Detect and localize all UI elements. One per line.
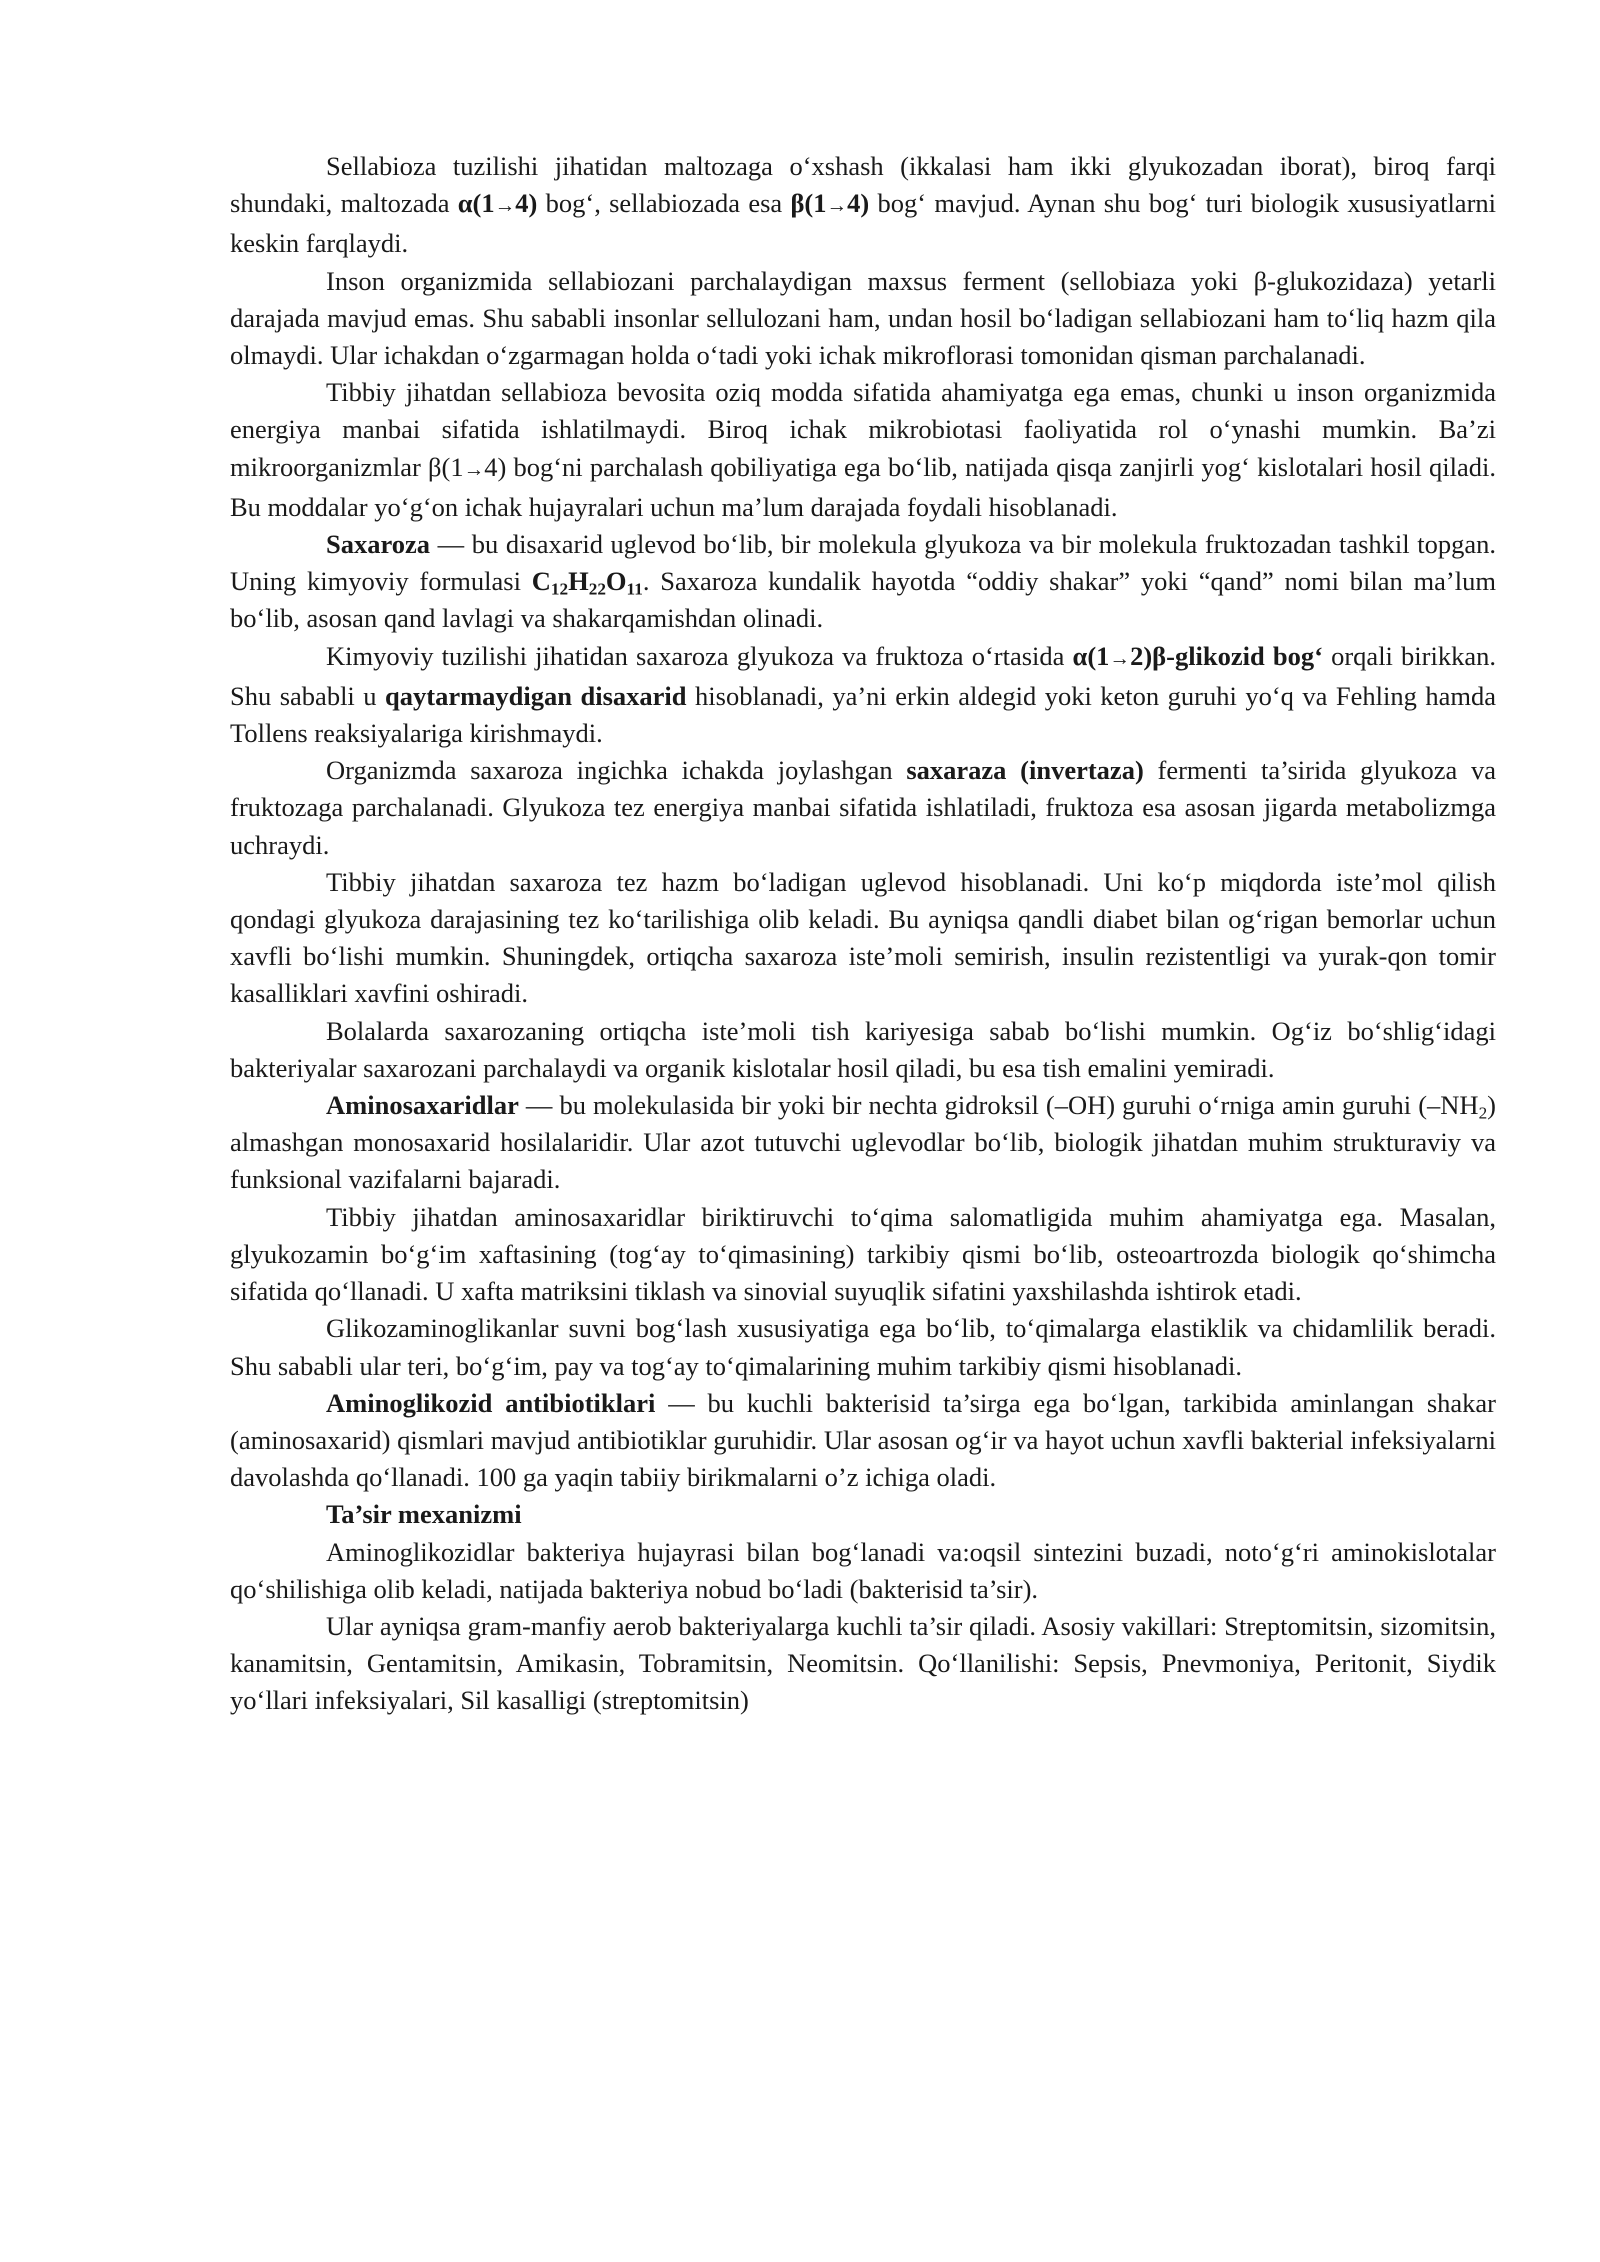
term-non-reducing: qaytarmaydigan disaxarid xyxy=(385,680,687,711)
term-aminoglikozid: Aminoglikozid antibiotiklari xyxy=(326,1387,656,1418)
paragraph-sellabioza-enzyme: Inson organizmida sellabiozani parchalaydigan maxsus ferment (sellobiaza yoki β-glukozidaza) yetarli darajada mavjud emas. Shu sababli insonlar sellulozani ham, undan hosil bo‘ladigan sellabiozani ham to‘liq hazm qila olmaydi. Ular ichakdan o‘zgarmagan holda o‘tadi yoki ichak mikroflorasi tomonidan qisman parchalanadi. xyxy=(230,265,1496,371)
paragraph-sellabioza-structure: Sellabioza tuzilishi jihatidan maltozaga o‘xshash (ikkalasi ham ikki glyukozadan iborat), biroq farqi shundaki, maltozada α(1→4) bog‘, sellabiozada esa β(1→4) bog‘ mavjud. Aynan shu bog‘ turi biologik xususiyatlarni keskin farqlaydi. xyxy=(230,151,1497,259)
paragraph-aminoglikozid-definition: Aminoglikozid antibiotiklari — bu kuchli bakterisid ta’sirga ega bo‘lgan, tarkibida aminlangan shakar (aminosaxarid) qismlari mavjud antibiotiklar guruhidir. Ular asosan og‘ir va hayot uchun xavfli bakterial infeksiyalarni davolashda qo‘llanadi. 100 ga yaqin tabiiy birikmalarni o’z ichiga oladi. xyxy=(230,1387,1497,1493)
paragraph-saxaroza-children: Bolalarda saxarozaning ortiqcha iste’moli tish kariyesiga sabab bo‘lishi mumkin. Og‘iz bo‘shlig‘idagi bakteriyalar saxarozani parchalaydi va organik kislotalar hosil qiladi, bu esa tish emalini yemiradi. xyxy=(230,1015,1496,1083)
paragraph-saxaroza-digestion: Organizmda saxaroza ingichka ichakda joylashgan saxaraza (invertaza) fermenti ta’sirida glyukoza va fruktozaga parchalanadi. Glyukoza tez energiya manbai sifatida ishlatiladi, fruktoza esa asosan jigarda metabolizmga uchraydi. xyxy=(230,755,1496,860)
document-page xyxy=(230,148,1496,1720)
term-saxaroza: Saxaroza xyxy=(326,529,431,560)
arrow-icon: → xyxy=(494,195,516,218)
arrow-icon: → xyxy=(826,195,848,218)
term-invertaza: saxaraza (invertaza) xyxy=(906,755,1144,786)
section-heading-mechanism: Ta’sir mexanizmi xyxy=(326,1499,522,1530)
chemical-formula: $C_{12}H_{22}O_{11}$ xyxy=(531,566,643,599)
alpha-bond-label: α(1→4) xyxy=(457,188,538,219)
paragraph-sellabioza-medical: Tibbiy jihatdan sellabioza bevosita oziq modda sifatida ahamiyatga ega emas, chunki u inson organizmida energiya manbai sifatida ishlatilmaydi. Biroq ichak mikrobiotasi faoliyatida rol o‘ynashi mumkin. Ba’zi mikroorganizmlar β(1→4) bog‘ni parchalash qobiliyatiga ega bo‘lib, natijada qisqa zanjirli yog‘ kislotalari hosil qiladi. Bu moddalar yo‘g‘on ichak hujayralari uchun ma’lum darajada foydali hisoblanadi. xyxy=(230,377,1496,522)
paragraph-representatives: Ular ayniqsa gram-manfiy aerob bakteriyalarga kuchli ta’sir qiladi. Asosiy vakillari: Streptomitsin, sizomitsin, kanamitsin, Gentamitsin, Amikasin, Tobramitsin, Neomitsin. Qo‘llanilishi: Sepsis, Pnevmoniya, Peritonit, Siydik yo‘llari infeksiyalari, Sil kasalligi (streptomitsin) xyxy=(230,1610,1496,1716)
glycosidic-bond-label: α(1→2)β-glikozid bog‘ xyxy=(1072,640,1323,671)
paragraph-mechanism: Aminoglikozidlar bakteriya hujayrasi bilan bog‘lanadi va:oqsil sintezini buzadi, noto‘g‘ri aminokislotalar qo‘shilishiga olib keladi, natijada bakteriya nobud bo‘ladi (bakterisid ta’sir). xyxy=(230,1536,1496,1604)
paragraph-glikozaminoglikanlar: Glikozaminoglikanlar suvni bog‘lash xususiyatiga ega bo‘lib, to‘qimalarga elastiklik va chidamlilik beradi. Shu sababli ular teri, bo‘g‘im, pay va tog‘ay to‘qimalarining muhim tarkibiy qismi hisoblanadi. xyxy=(230,1313,1496,1381)
paragraph-saxaroza-medical: Tibbiy jihatdan saxaroza tez hazm bo‘ladigan uglevod hisoblanadi. Uni ko‘p miqdorda iste’mol qilish qondagi glyukoza darajasining tez ko‘tarilishiga olib keladi. Bu ayniqsa qandli diabet bilan og‘rigan bemorlar uchun xavfli bo‘lishi mumkin. Shuningdek, ortiqcha saxaroza iste’moli semirish, insulin rezistentligi va yurak-qon tomir kasalliklari xavfini oshiradi. xyxy=(230,866,1496,1009)
beta-bond-label: β(1→4) xyxy=(790,188,870,219)
paragraph-saxaroza-definition: Saxaroza — bu disaxarid uglevod bo‘lib, bir molekula glyukoza va bir molekula fruktozadan tashkil topgan. Uning kimyoviy formulasi $C_{12}H_{22}O_{11}$. Saxaroza kundalik hayotda “oddiy shakar” yoki “qand” nomi bilan ma’lum bo‘lib, asosan qand lavlagi va shakarqamishdan olinadi. xyxy=(230,529,1496,634)
arrow-icon: → xyxy=(1109,647,1131,670)
term-aminosaxaridlar: Aminosaxaridlar xyxy=(326,1090,519,1121)
paragraph-saxaroza-structure: Kimyoviy tuzilishi jihatidan saxaroza glyukoza va fruktoza o‘rtasida α(1→2)β-glikozid bog‘ orqali birikkan. Shu sababli u qaytarmaydigan disaxarid hisoblanadi, ya’ni erkin aldegid yoki keton guruhi yo‘q va Fehling hamda Tollens reaksiyalariga kirishmaydi. xyxy=(230,640,1497,749)
arrow-icon: → xyxy=(463,458,485,481)
paragraph-aminosaxaridlar-medical: Tibbiy jihatdan aminosaxaridlar biriktiruvchi to‘qima salomatligida muhim ahamiyatga ega. Masalan, glyukozamin bo‘g‘im xaftasining (tog‘ay to‘qimasining) tarkibiy qismi bo‘lib, osteoartrozda biologik qo‘shimcha sifatida qo‘llanadi. U xafta matriksini tiklash va sinovial suyuqlik sifatini yaxshilashda ishtirok etadi. xyxy=(230,1201,1496,1307)
paragraph-aminosaxaridlar-definition: Aminosaxaridlar — bu molekulasida bir yoki bir nechta gidroksil (–OH) guruhi o‘rniga amin guruhi $(-NH_2)$ almashgan monosaxarid hosilalaridir. Ular azot tutuvchi uglevodlar bo‘lib, biologik jihatdan muhim strukturaviy va funksional vazifalarni bajaradi. xyxy=(230,1090,1496,1195)
